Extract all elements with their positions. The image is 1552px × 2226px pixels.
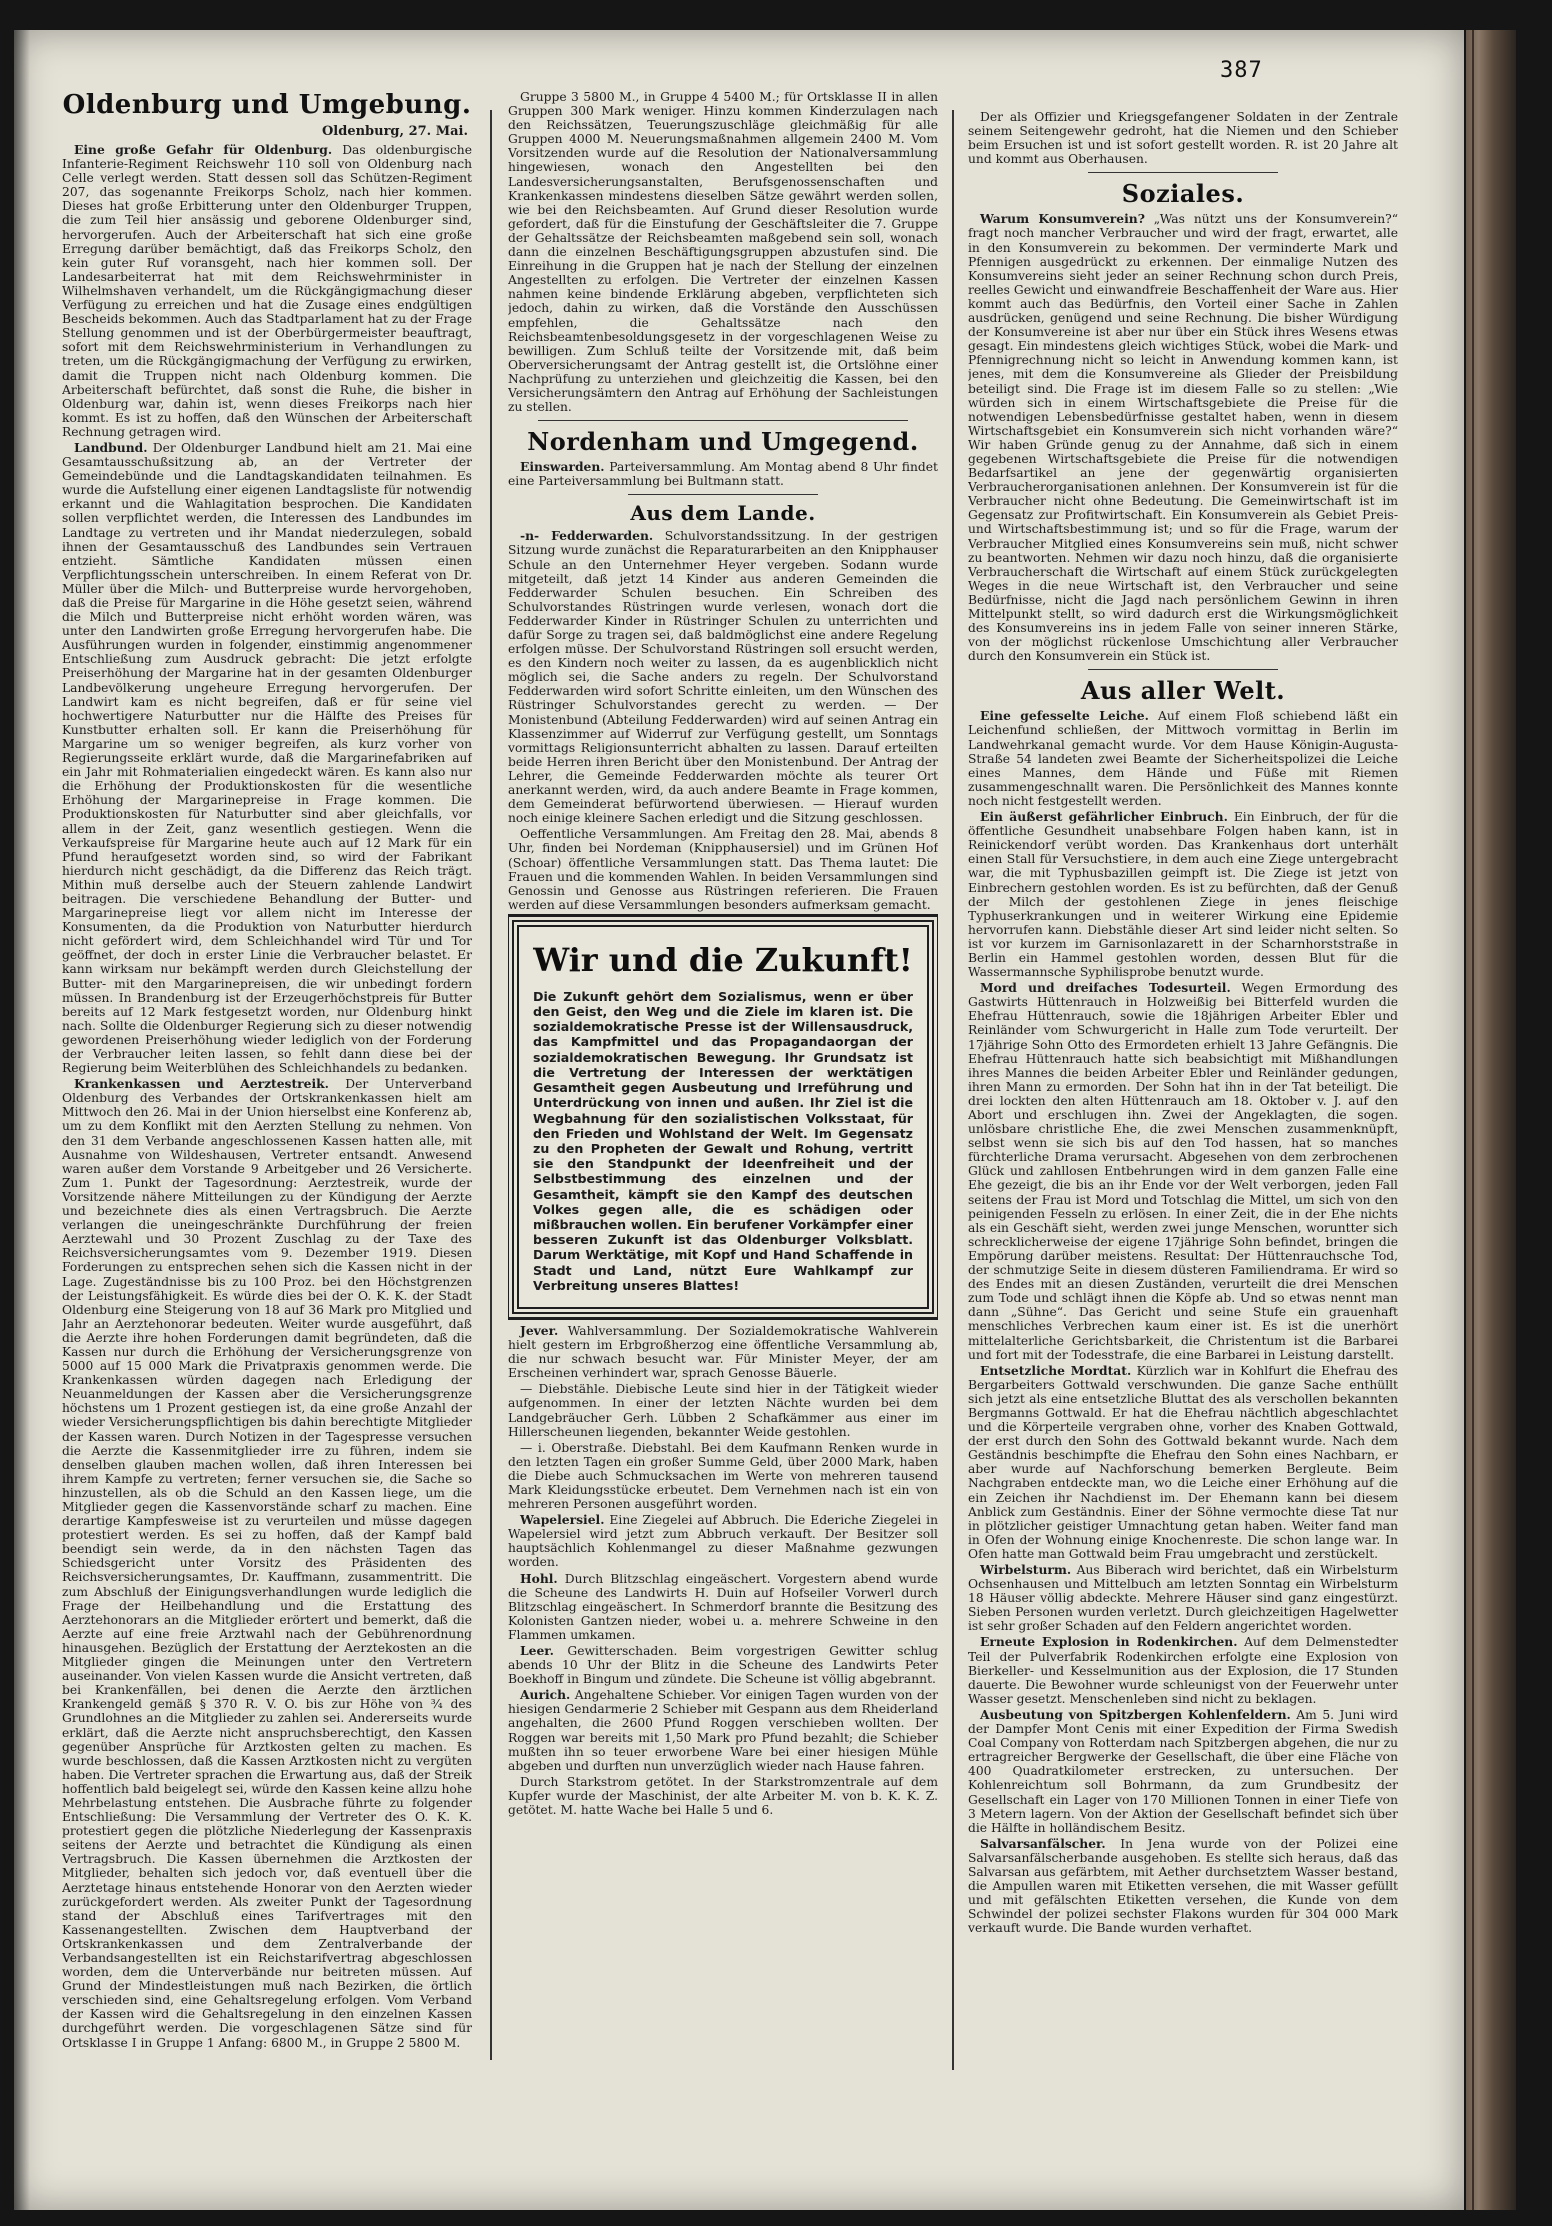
article-paragraph	[62, 1077, 472, 2049]
paragraph-lead: Landbund.	[74, 439, 148, 455]
paragraph-text: Das oldenburgische Infanterie-Regiment Reichswehr 110 soll von Oldenburg nach Celle verlegt werden. Statt dessen soll das Schützen-Regiment 207, das sogenannte Freikorps Scholz, nach hier kommen. Dieses hat große Erbitterung unter den Oldenburger Truppen, die zum Teil hier ansässig und geborene Oldenburger sind, hervorgerufen. Auch der Arbeiterschaft hat sich eine große Erregung darüber bemächtigt, daß das Freikorps Scholz, den kein guter Ruf voransgeht, nach hier kommen soll. Der Landesarbeiterrat hat mit dem Reichswehrminister in Wilhelmshaven verhandelt, um die Rückgängigmachung dieser Verfügung zu erreichen und hat die Zusage eines endgültigen Bescheids bekommen. Auch das Stadtparlament hat zu der Frage Stellung genommen und ist der Oberbürgermeister beauftragt, sofort mit dem Reichswehrministerium in Verhandlungen zu treten, um die Rückgängigmachung der Verfügung zu erwirken, damit die Truppen nicht nach Oldenburg kommen. Die Arbeiterschaft befürchtet, daß sonst die Ruhe, die bisher in Oldenburg war, dahin ist, wenn dieses Freikorps nach hier kommt. Es ist zu hoffen, daß den Wünschen der Arbeiterschaft Rechnung getragen wird.	[62, 143, 472, 439]
article-paragraph	[508, 1688, 938, 1773]
paragraph-text: Wegen Ermordung des Gastwirts Hüttenrauch in Holzweißig bei Bitterfeld wurden die Ehefrau Hüttenrauch, sowie die 18jährigen Arbeiter Ebler und Reinländer vom Schwurgericht in Halle zum Tode verurteilt. Der 17jährige Sohn Otto des Ermordeten erhielt 13 Jahre Gefängnis. Die Ehefrau Hüttenrauch hatte sich beabsichtigt mit Mißhandlungen ihres Mannes die beiden Arbeiter Ebler und Reinländer gedungen, ihren Mann zu ermorden. Der Sohn hat ihn in der Tat beteiligt. Die drei lockten den alten Hüttenrauch am 18. Oktober v. J. auf den Abort und erschlugen ihn. Zwei der Angeklagten, die sogen. unlösbare christliche Ehe, die zwei Menschen zusammenknüpft, selbst wenn sie sich bis auf den Tod hassen, hat so manches fürchterliche Drama verursacht. Abgesehen von dem zerbrochenen Glück und zahllosen Entbehrungen wird in dem ganzen Falle eine Ehe gezeigt, die bis an ihr Ende vor der Welt verborgen, jeden Fall seitens der Frau ist Mord und Totschlag die Mittel, um sich von den peinigenden Fesseln zu erlösen. In einer Zeit, die in der Ehe nichts als ein Geschäft sieht, werden zwei junge Menschen, woruntter sich schrecklicherweise der eigene 17jährige Sohn befindet, bringen die Empörung darüber meistens. Resultat: Der Hüttenrauchsche Tod, der schmutzige Seite in diesem düsteren Familiendrama. Er wird so des Endes mit an diesen Zuständen, verurteilt die drei Menschen zum Tode und schlägt ihnen die Köpfe ab. Und so etwas nennt man dann „Sühne“. Das Gericht und seine Stufe ein grauenhaft menschliches Verbrechen kaum einer ist. Es ist die unerhört mittelalterliche Gerichtsbarkeit, die Christentum ist die Barbarei und fort mit der Todesstrafe, die eine Barbarei in Leistung darstellt.	[968, 981, 1398, 1362]
article-body	[968, 110, 1398, 166]
paragraph-text: Gewitterschaden. Beim vorgestrigen Gewitter schlug abends 10 Uhr der Blitz in die Scheune des Landwirts Peter Boekhoff in Bingum und zündete. Die Scheune ist völlig abgebrannt.	[508, 1644, 938, 1687]
article-body	[508, 529, 938, 912]
paragraph-lead: Krankenkassen und Aerztestreik.	[74, 1076, 329, 1092]
paragraph-text: Der Oldenburger Landbund hielt am 21. Mai eine Gesamtausschußsitzung ab, an der Vertreter der Gemeindebünde und die Landtagskandidaten teilnahmen. Es wurde die Aufstellung einer eigenen Landtagsliste für notwendig erkannt und die Wahlagitation besprochen. Die Kandidaten sollen verpflichtet werden, die Interessen des Landbundes im Landtage zu vertreten und ihr Mandat niederzulegen, sobald ihnen der Gesamtausschuß des Landbundes sein Vertrauen entzieht. Sämtliche Kandidaten müssen einen Verpflichtungsschein unterschreiben. In einem Referat von Dr. Müller über die Milch- und Butterpreise wurde hervorgehoben, daß die Preise für Margarine in die Höhe gesetzt seien, während die Milch und Butterpreise nicht erhöht worden wären, was unter den Landwirten große Erregung hervorgerufen habe. Die Ausführungen wurden in folgender, einstimmig angenommener Entschließung zum Ausdruck gebracht: Die jetzt erfolgte Preiserhöhung der Margarine hat in der gesamten Oldenburger Landbevölkerung ungeheure Erregung hervorgerufen. Der Landwirt kam es nicht begreifen, daß er für seine viel hochwertigere Naturbutter nur die Hälfte des Preises für Kunstbutter erhalten soll. Er kann die Preiserhöhung für Margarine um so weniger begreifen, als kurz vorher von Regierungsseite erklärt wurde, daß die Margarinefabriken auf ein Jahr mit Rohmaterialien eingedeckt wären. Es kann also nur die Erhöhung der Produktionskosten für die wesentliche Erhöhung der Margarinepreise in Frage kommen. Die Produktionskosten für Naturbutter sind aber gleichfalls, vor allem in der Zeit, ganz wesentlich gestiegen. Wenn die Verkaufspreise für Margarine heute auch auf 12 Mark für ein Pfund heraufgesetzt worden sind, so wird der Fabrikant hierdurch nicht geschädigt, da die Differenz das Reich trägt. Mithin muß derselbe auch der Steuern zahlende Landwirt beitragen. Die verschiedene Behandlung der Butter- und Margarinepreise liegt vor allem nicht im Interesse der Konsumenten, da die Produktion von Naturbutter hierdurch nicht gefördert wird, dem Schleichhandel wird Tür und Tor geöffnet, der doch in erster Linie die Verbraucher belastet. Er kann wirksam nur bekämpft werden durch Gleichstellung der Butter- mit den Margarinepreisen, die wir unbedingt fordern müssen. In Brandenburg ist der Erzeugerhöchstpreis für Butter bereits auf 12 Mark festgesetzt worden, nur Oldenburg hinkt nach. Sollte die Oldenburger Regierung sich zu dieser notwendig gewordenen Preiserhöhung wieder lediglich von der Forderung der Verbraucher leiten lassen, so fehlt dann diese bei der Regierung beim Weiterblühen des Schleichhandels zu bedanken.	[62, 440, 472, 1076]
paragraph-text: Gruppe 3 5800 M., in Gruppe 4 5400 M.; für Ortsklasse II in allen Gruppen 300 Mark weniger. Hinzu kommen Kinderzulagen nach den Reichssätzen, Teuerungszuschläge gleichmäßig für alle Gruppen 4000 M. Neuerungsmaßnahmen allgemein 2400 M. Vom Vorsitzenden wurde auf die Resolution der Nationalversammlung hingewiesen, wonach den Angestellten bei den Landesversicherungsanstalten, Berufsgenossenschaften und Krankenkassen mindestens dieselben Sätze gewährt werden sollen, wie bei den Reichsbeamten. Auf Grund dieser Resolution wurde gefordert, daß für die Einstufung der Geschäftsleiter die 7. Gruppe der Gehaltssätze der Reichsbeamten maßgebend sein soll, wonach dann die einzelnen Beschäftigungsgruppen abzustufen sind. Die Einreihung in die Gruppen hat je nach der Stellung der einzelnen Angestellten zu erfolgen. Die Vertreter der einzelnen Kassen nahmen keine bindende Erklärung abgeben, verpflichteten sich jedoch, dahin zu wirken, daß die Vorstände den Ausschüssen empfehlen, die Gehaltssätze nach den Reichsbeamtenbesoldungsgesetz in der vorgeschlagenen Weise zu bewilligen. Zum Schluß teilte der Vorsitzende mit, daß beim Oberversicherungsamt der Antrag gestellt ist, die Ortslöhne einer Nachprüfung zu unterziehen und gleichzeitig die Kassen, bei den Versicherungsämtern den Antrag auf Erhöhung der Sachleistungen zu stellen.	[508, 90, 938, 415]
column-rule	[490, 110, 492, 2060]
paragraph-lead: Eine große Gefahr für Oldenburg.	[74, 142, 333, 157]
paragraph-text: Auf dem Delmenstedter Teil der Pulverfabrik Rodenkirchen erfolgte eine Explosion von Bierkeller- und Kesselmunition aus der Explosion, die 17 Stunden dauerte. Die Bewohner wurde schleunigst von der Feuerwehr unter Wasser gesetzt. Menschenleben sind nicht zu beklagen.	[968, 1635, 1398, 1706]
article-paragraph	[968, 1635, 1398, 1705]
article-paragraph	[508, 1572, 938, 1642]
dateline: Oldenburg, 27. Mai.	[321, 124, 468, 139]
paragraph-text: — Diebstähle. Diebische Leute sind hier in der Tätigkeit wieder aufgenommen. In einer der letzten Nächte wurden bei dem Landgebräucher Gerh. Lübben 2 Schafkämmer aus einer im Hillerscheunen liegenden, bekannter Weide gestohlen.	[508, 1382, 938, 1439]
paragraph-lead: Erneute Explosion in Rodenkirchen.	[980, 1634, 1238, 1650]
article-paragraph	[968, 212, 1398, 663]
paragraph-text: Am 5. Juni wird der Dampfer Mont Cenis mit einer Expedition der Firma Swedish Coal Company von Rotterdam nach Spitzbergen abgehen, die nur zu ertragreicher Bergwerke der Gesellschaft, die über eine Fläche von 400 Quadratkilometer erstrecken, zu untersuchen. Der Kohlenreichtum soll Bohrmann, da zum Grundbesitz der Gesellschaft ein Lager von 170 Millionen Tonnen in einer Tiefe von 3 Metern lagern. Von der Aktion der Gesellschaft befindet sich über die Hälfte in holländischem Besitz.	[968, 1707, 1398, 1835]
headline-soziales: Soziales.	[1121, 179, 1245, 209]
announcement-box	[512, 920, 934, 1314]
announcement-text: Die Zukunft gehört dem Sozialismus, wenn er über den Geist, den Weg und die Ziele im klaren ist. Die sozialdemokratische Presse ist der Willensausdruck, das Kampfmittel und das Propagandaorgan der sozialdemokratischen Bewegung. Ihr Grundsatz ist die Vertretung der Interessen der werktätigen Gesamtheit gegen Ausbeutung und Irreführung und Unterdrückung von innen und außen. Ihr Ziel ist die Wegbahnung für den sozialistischen Volksstaat, für den Frieden und Wohlstand der Welt. Im Gegensatz zu den Propheten der Gewalt und Rohung, vertritt sie den Standpunkt der Ideenfreiheit und der Selbstbestimmung des einzelnen und der Gesamtheit, kämpft sie den Kampf des deutschen Volkes gegen alle, die es schädigen oder mißbrauchen wollen. Ein berufener Vorkämpfer einer besseren Zukunft ist das Oldenburger Volksblatt. Darum Werktätige, mit Kopf und Hand Schaffende in Stadt und Land, nützt Eure Wahlkampf zur Verbreitung unseres Blattes!	[533, 988, 913, 1293]
paragraph-lead: Leer.	[520, 1643, 554, 1658]
article-paragraph	[508, 1513, 938, 1569]
paragraph-lead: Hohl.	[520, 1570, 558, 1586]
paragraph-text: Schulvorstandssitzung. In der gestrigen Sitzung wurde zunächst die Reparaturarbeiten an den Knipphauser Schule an den Unternehmer Heyer vergeben. Sodann wurde mitgeteilt, daß jetzt 14 Kinder aus anderen Gemeinden die Fedderwarder Schulen besuchen. Ein Schreiben des Schulvorstandes Rüstringen wurde verlesen, wonach dort die Fedderwarder Kinder in Rüstringer Schulen zu unterrichten und dafür Sorge zu tragen sei, daß baldmöglichst eine andere Regelung erfolgen müsse. Der Schulvorstand Rüstringen soll ersucht werden, es den Kindern noch weiter zu lassen, da es augenblicklich nicht möglich sei, die Sache anders zu regeln. Der Schulvorstand Fedderwarden wird sofort Schritte einleiten, um den Wünschen des Rüstringer Schulvorstandes gerecht zu werden. — Der Monistenbund (Abteilung Fedderwarden) wird auf seinen Antrag ein Klassenzimmer auf Widerruf zur Verfügung gestellt, um Sonntags vormittags Religionsunterricht abhalten zu lassen. Darauf erteilten beide Herren ihren Bericht über den Monistenbund. Der Antrag der Lehrer, die Gemeinde Fedderwarden möchte als teurer Ort anerkannt werden, wird, da auch andere Beamte in Frage kommen, dem Gemeinderat befürwortend überwiesen. — Hierauf wurden noch einige kleinere Sachen erledigt und die Sitzung geschlossen.	[508, 529, 938, 826]
article-body	[508, 1324, 938, 1817]
column-1	[62, 90, 472, 2080]
column-rule	[952, 110, 954, 2070]
article-paragraph	[968, 981, 1398, 1362]
article-paragraph	[508, 1324, 938, 1380]
article-body	[508, 90, 938, 414]
paragraph-lead: Ausbeutung von Spitzbergen Kohlenfeldern.	[980, 1706, 1291, 1722]
paragraph-lead: Ein äußerst gefährlicher Einbruch.	[980, 809, 1228, 825]
paragraph-lead: Eine gefesselte Leiche.	[980, 708, 1149, 724]
paragraph-text: Oeffentliche Versammlungen. Am Freitag den 28. Mai, abends 8 Uhr, finden bei Nordeman (Knipphausersiel) und im Grünen Hof (Schoar) öffentliche Versammlungen statt. Das Thema lautet: Die Frauen und die kommenden Wahlen. In beiden Versammlungen sind Genossin und Genosse aus Rüstringen referieren. Die Frauen werden auf diese Versammlungen besonders aufmerksam gemacht.	[508, 827, 938, 912]
article-paragraph	[968, 1708, 1398, 1835]
paragraph-lead: Mord und dreifaches Todesurteil.	[980, 980, 1231, 996]
paragraph-lead: Salvarsanfälscher.	[980, 1835, 1106, 1851]
paragraph-lead: Einswarden.	[520, 459, 605, 475]
paragraph-text: Parteiversammlung. Am Montag abend 8 Uhr findet eine Parteiversammlung bei Bultmann statt.	[508, 460, 938, 489]
article-paragraph	[62, 143, 472, 439]
article-paragraph	[508, 1382, 938, 1438]
section-divider	[1088, 669, 1278, 670]
paragraph-text: Wahlversammlung. Der Sozialdemokratische Wahlverein hielt gestern im Erbgroßherzog eine öffentliche Versammlung ab, die nur schwach besucht war. Für Minister Meyer, der am Erscheinen verhindert war, sprach Genosse Bäuerle.	[508, 1323, 938, 1381]
paragraph-lead: -n- Fedderwarden.	[520, 528, 654, 544]
section-divider	[628, 494, 818, 495]
paragraph-text: Auf einem Floß schiebend läßt ein Leichenfund schließen, der Mittwoch vormittag in Berlin im Landwehrkanal gemacht wurde. Vor dem Hause Königin-Augusta-Straße 54 landeten zwei Beamte der Sicherheitspolizei die Leiche eines Mannes, dem Hände und Füße mit Riemen zusammengeschnallt waren. Die Persönlichkeit des Mannes konnte noch nicht festgestellt werden.	[968, 709, 1398, 808]
paragraph-text: Durch Starkstrom getötet. In der Starkstromzentrale auf dem Kupfer wurde der Maschinist, der alte Arbeiter M. von b. K. K. Z. getötet. M. hatte Wache bei Halle 5 und 6.	[508, 1774, 938, 1818]
headline-oldenburg: Oldenburg und Umgebung.	[62, 90, 472, 120]
article-paragraph	[508, 460, 938, 488]
paragraph-text: Der als Offizier und Kriegsgefangener Soldaten in der Zentrale seinem Seitengewehr gedroht, hat die Niemen und den Schieber beim Ersuchen ist und ist sofort gestellt worden. R. ist 20 Jahre alt und kommt aus Oberhausen.	[968, 110, 1398, 167]
page-number: 387	[1220, 58, 1263, 83]
section-divider	[1088, 172, 1278, 173]
article-paragraph	[508, 1644, 938, 1686]
article-paragraph	[968, 1837, 1398, 1936]
paragraph-text: Angehaltene Schieber. Vor einigen Tagen wurden von der hiesigen Gendarmerie 2 Schieber mit Gespann aus dem Rheiderland angehalten, die 2600 Pfund Roggen verschieben wollten. Der Roggen war bereits mit 1,50 Mark pro Pfund bezahlt; die Schieber mußten ihn so teuer erworbene Ware bei einer hiesigen Mühle abgeben und durften nun unverzüglich wieder nach Hause fahren.	[508, 1688, 938, 1773]
paragraph-text: Ein Einbruch, der für die öffentliche Gesundheit unabsehbare Folgen haben kann, ist in Reinickendorf verübt worden. Das Krankenhaus dort unterhält einen Stall für Versuchstiere, in dem auch eine Ziege untergebracht war, die mit Typhusbazillen geimpft ist. Die Ziege ist jetzt von Einbrechern gestohlen worden. Es ist zu befürchten, daß der Genuß der Milch der gestohlenen Ziege in jenes fleischige Typhuserkrankungen und in weiterer Wirkung eine Epidemie hervorrufen kann. Diebstähle dieser Art sind leider nicht selten. So ist vor kurzem im Garnisonlazarett in der Scharnhorststraße in Berlin ein Hammel gestohlen worden, dessen Blut für die Wassermannsche Syphilisprobe benutzt wurde.	[968, 810, 1398, 980]
article-paragraph	[62, 441, 472, 1075]
article-paragraph	[508, 1775, 938, 1817]
paragraph-lead: Entsetzliche Mordtat.	[980, 1362, 1132, 1378]
article-paragraph	[968, 1563, 1398, 1633]
paragraph-text: — i. Oberstraße. Diebstahl. Bei dem Kaufmann Renken wurde in den letzten Tagen ein großer Summe Geld, über 2000 Mark, haben die Diebe auch Schmucksachen im Werte von mehreren tausend Mark Kleidungsstücke erbeutet. Dem Vernehmen nach ist ein von mehreren Personen ausgeführt worden.	[508, 1440, 938, 1512]
paragraph-lead: Wapelersiel.	[520, 1512, 605, 1528]
announcement-title: Wir und die Zukunft!	[533, 940, 913, 979]
article-body	[62, 143, 472, 2050]
article-paragraph	[508, 529, 938, 825]
paragraph-text: Durch Blitzschlag eingeäschert. Vorgestern abend wurde die Scheune des Landwirts H. Duin auf Hofseiler Vorwerl durch Blitzschlag eingeäschert. In Schmerdorf brannte die Besitzung des Kolonisten Gantzen nieder, wobei u. a. mehrere Schweine in den Flammen umkamen.	[508, 1571, 938, 1642]
article-paragraph	[508, 90, 938, 414]
article-paragraph	[968, 709, 1398, 808]
book-binding	[1466, 30, 1516, 2210]
column-2	[508, 90, 938, 2090]
article-paragraph	[508, 827, 938, 912]
paragraph-lead: Warum Konsumverein?	[980, 211, 1145, 227]
article-body	[968, 212, 1398, 663]
headline-aus-dem-lande: Aus dem Lande.	[630, 501, 816, 526]
paragraph-text: Kürzlich war in Kohlfurt die Ehefrau des Bergarbeiters Gottwald verschwunden. Die ganze Sache enthüllt sich jetzt als eine entsetzliche Bluttat des als verschollen bekannten Bergmanns Gottwald. Er hat die Ehefrau nächtlich abgeschlachtet und die Körperteile vergraben ohne, vorher des Knaben Gottwald, der erst durch den Sohn des Gottwald bekannt wurde. Nach dem Geständnis beschimpfte die Ehefrau den Sohn eines Nachbarn, er aber wurde auf Nachforschung bemerken Bergleute. Beim Nachgraben entdeckte man, wo die Leiche einer Erhöhung auf die ein Zeichen ihr Nachdienst im. Der Ehemann kann bei diesem Anblick zum Geständnis. Einer der Söhne vermochte diese Tat nur in plötzlicher geistiger Umnachtung getan haben. Weiter fand man in Ofen der Wohnung einige Knochenreste. Die schon lange war. In Ofen hatte man Gottwald beim Frau umgebracht und zerstückelt.	[968, 1363, 1398, 1561]
headline-nordenham: Nordenham und Umgegend.	[527, 427, 919, 457]
section-divider	[538, 420, 908, 421]
paragraph-lead: Wirbelsturm.	[980, 1562, 1072, 1577]
paragraph-text: In Jena wurde von der Polizei eine Salvarsanfälscherbande ausgehoben. Es stellte sich heraus, daß das Salvarsan aus gefärbtem, mit Aether durchsetztem Wasser bestand, die Ampullen waren mit Etiketten versehen, die mit Wasser gefüllt und mit gefälschten Etiketten versehen, die Kunde von dem Schwindel der polizei sechster Flakons wurden für 304 000 Mark verkauft wurde. Die Bande wurden verhaftet.	[968, 1836, 1398, 1936]
article-paragraph	[968, 1364, 1398, 1561]
paragraph-lead: Jever.	[520, 1322, 559, 1338]
paragraph-text: „Was nützt uns der Konsumverein?“ fragt noch mancher Verbraucher und wird der fragt, erwartet, alle in den Konsumverein zu bekommen. Der verminderte Mark und Pfennigen ausgedrückt zu erkennen. Der einmalige Nutzen des Konsumvereins sieht jeder an seiner Rechnung schon durch Preis, reelles Gewicht und einwandfreie Beschaffenheit der Ware aus. Hier kommt auch das Bedürfnis, den Vorteil einer Sache in Zahlen ausdrücken, genügend und seine Rechnung. Die bisher Würdigung der Konsumvereine ist aber nur über ein Stück ihres Wesens etwas gesagt. Ein mindestens gleich wichtiges Stück, wobei die Mark- und Pfennigrechnung nicht so leicht in Anwendung kommen kann, ist jenes, mit dem die Konsumvereine als Glieder der Preisbildung beteiligt sind. Die Frage ist im diesem Falle so zu stellen: „Wie würden sich in einem Wirtschaftsgebiete die Preise für die notwendigen Lebensbedürfnisse gestaltet haben, wenn in diesem Wirtschaftsgebiet ein Konsumverein sich nicht vorhanden wäre?“ Wir haben Gründe genug zu der Annahme, daß sich in einem gegebenen Wirtschaftsgebiete die Preise für die notwendigen Bedarfsartikel an jene der gegenwärtig organisierten Verbraucherorganisationen anlehnen. Der Konsumverein ist für die Verbraucher nicht ohne Bedeutung. Die Gemeinwirtschaft ist im Gegensatz zur Profitwirtschaft. Ein Konsumverein als Gebiet Preis- und Wirtschaftsbestimmung ist; und so für die Frage, warum der Verbraucher Mitglied eines Konsumvereins sein muß, nicht schwer zu beantworten. Nehmen wir dazu noch hinzu, daß die organisierte Verbraucherschaft die Wirtschaft auf einem Stück zurückgelegten Weges in die neue Wirtschaft ist, den Verbraucher und seine Bedürfnisse, nicht die Jagd nach persönlichem Gewinn in ihren Mittelpunkt stellt, so wird dadurch erst die Wirkungsmöglichkeit des Konsumvereins ins in jedem Falle von seiner inneren Stärke, von der möglichst rückenlose Umschichtung aller Verbraucher durch den Konsumverein ein Stück ist.	[968, 212, 1398, 664]
article-body	[968, 709, 1398, 1935]
column-3	[968, 110, 1398, 2110]
paragraph-lead: Aurich.	[520, 1687, 571, 1703]
paragraph-text: Aus Biberach wird berichtet, daß ein Wirbelsturm Ochsenhausen und Mittelbuch am letzten Sonntag ein Wirbelsturm 18 Häuser völlig abdeckte. Mehrere Häuser sind ganz eingestürzt. Sieben Personen wurden verletzt. Durch gleichzeitigen Hagelwetter ist sehr großer Schaden auf den Feldern angerichtet worden.	[968, 1563, 1398, 1634]
article-paragraph	[508, 1441, 938, 1511]
article-paragraph	[968, 810, 1398, 979]
headline-aus-aller-welt: Aus aller Welt.	[1080, 676, 1286, 706]
article-paragraph	[968, 110, 1398, 166]
paragraph-text: Der Unterverband Oldenburg des Verbandes der Ortskrankenkassen hielt am Mittwoch den 26. Mai in der Union hierselbst eine Konferenz ab, um zu dem Konflikt mit den Aerzten Stellung zu nehmen. Von den 31 dem Verbande angeschlossenen Kassen hatten alle, mit Ausnahme von Wildeshausen, Vertreter entsandt. Anwesend waren außer dem Vorstande 9 Arbeitgeber und 26 Versicherte. Zum 1. Punkt der Tagesordnung: Aerztestreik, wurde der Vorsitzende nähere Mitteilungen zu der Kündigung der Aerzte und bezeichnete dies als einen Vertragsbruch. Die Aerzte verlangen die uneingeschränkte Durchführung der freien Aerztewahl und 30 Prozent Zuschlag zu der Taxe des Reichsversicherungsamtes vom 9. Dezember 1919. Diesen Forderungen zu entsprechen sehen sich die Kassen nicht in der Lage. Zugeständnisse bis zu 100 Proz. bei den Höchstgrenzen der Leistungsfähigkeit. Es würde dies bei der O. K. K. der Stadt Oldenburg eine Steigerung von 18 auf 36 Mark pro Mitglied und Jahr an Aerztehonorar bedeuten. Weiter wurde ausgeführt, daß die Aerzte ihre hohen Forderungen damit begründeten, daß die Kassen nur durch die Erhöhung der Versicherungsgrenze von 5000 auf 15 000 Mark die Privatpraxis genommen werde. Die Krankenkassen würden dagegen nach Erledigung der Neuanmeldungen der Kassen aber die Versicherungsgrenze höchstens um 1 Prozent gestiegen ist, da eine große Anzahl der wieder Versicherungspflichtigen bis dahin berechtigte Mitglieder der Kassen waren. Durch Notizen in der Tagespresse versuchen die Aerzte die Kassenmitglieder irre zu führen, indem sie denselben glauben machen wollen, daß ihren Interessen bei ihrem Kampfe zu vertreten; ferner versuchen sie, die Sache so hinzustellen, als ob die Schuld an den Kassen liege, um die Mitglieder gegen die Kassenvorstände scharf zu machen. Eine derartige Kampfesweise ist zu verurteilen und müsse dagegen protestiert werden. Es sei zu hoffen, daß der Kampf bald beendigt sein werde, da in den nächsten Tagen das Schiedsgericht unter Vorsitz des Präsidenten des Reichsversicherungsamtes, Dr. Kauffmann, zusammentritt. Die zum Abschluß der Einigungsverhandlungen wurde lediglich die Frage der Heilbehandlung und die Erstattung des Aerztehonorars an die Mitglieder erörtert und bemerkt, daß die Aerzte auf eine freie Arztwahl nach der Gebührenordnung hinausgehen. Bezüglich der Erstattung der Aerztekosten an die Mitglieder gingen die Meinungen unter den Vertretern auseinander. Von vielen Kassen wurde die Ansicht vertreten, daß bei Krankenfällen, bei denen die Aerzte den ärztlichen Krankengeld gemäß § 370 R. V. O. bis zur Höhe von ¾ des Grundlohnes an die Mitglieder zu zahlen sei. Andererseits wurde erklärt, daß die Aerzte nicht anspruchsberechtigt, den Kassen gegenüber Ansprüche für Arztkosten gelten zu machen. Es wurde beschlossen, daß die Kassen Arztkosten nicht zu vergüten haben. Die Vertreter sprachen die Erwartung aus, daß der Streik hoffentlich bald beigelegt sei, würde den Kassen keine allzu hohe Mehrbelastung entstehen. Die Ausbrache führte zu folgender Entschließung: Die Versammlung der Vertreter des O. K. K. protestiert gegen die plötzliche Niederlegung der Kassenpraxis seitens der Aerzte und betrachtet die Kündigung als einen Vertragsbruch. Die Kassen übernehmen die Arztkosten der Mitglieder, behalten sich jedoch vor, daß eventuell über die Aerztetage hinaus entstehende Honorar von den Aerzten wieder zurückgefordert werden. Als zweiter Punkt der Tagesordnung stand der Abschluß eines Tarifvertrages mit den Kassenangestellten. Zwischen dem Hauptverband der Ortskrankenkassen und dem Zentralverbande der Verbandsangestellten ist ein Reichstarifvertrag abgeschlossen worden, dem die Unterverbände nur beitreten müssen. Auf Grund der Mindestleistungen muß nach Bezirken, die örtlich verschieden sind, eine Gehaltsregelung erfolgen. Vom Verband der Kassen wird die Gehaltsregelung in den einzelnen Kassen durchgeführt werden. Die vorgeschlagenen Sätze sind für Ortsklasse I in Gruppe 1 Anfang: 6800 M., in Gruppe 2 5800 M.	[62, 1077, 472, 2050]
paragraph-text: Eine Ziegelei auf Abbruch. Die Ederiche Ziegelei in Wapelersiel wird jetzt zum Abbruch verkauft. Der Besitzer soll hauptsächlich Kohlenmangel zu dieser Maßnahme gezwungen worden.	[508, 1513, 938, 1570]
page-edge-shadow	[14, 30, 30, 2210]
